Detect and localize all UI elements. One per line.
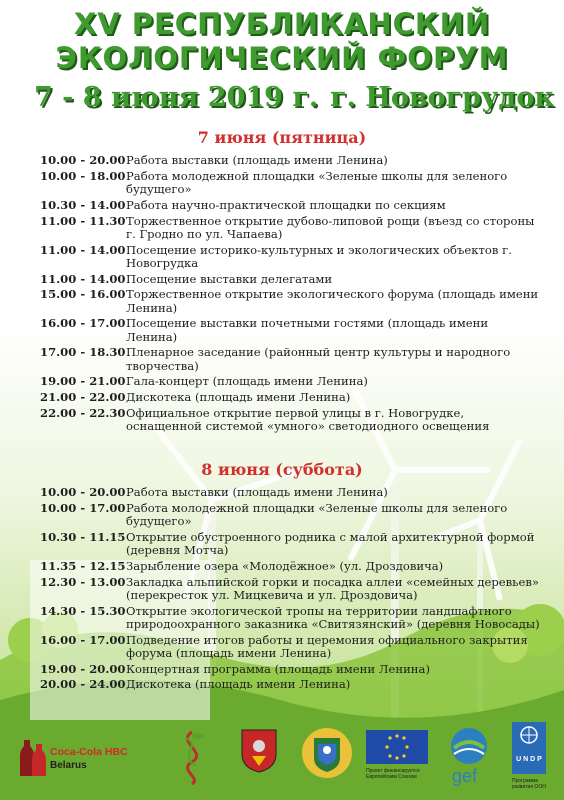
ribbon-logo-icon: [172, 728, 212, 790]
title-line-2: ЭКОЛОГИЧЕСКИЙ ФОРУМ: [55, 41, 509, 75]
schedule-row: [40, 531, 540, 557]
undp-logo: [512, 722, 546, 790]
schedule-time: 14.30 - 15.30: [40, 603, 126, 618]
schedule-row: [40, 391, 540, 404]
day1-schedule: [40, 154, 540, 436]
schedule-event: Посещение выставки почетными гостями (площадь имени Ленина): [126, 316, 489, 344]
schedule-row: [40, 375, 540, 388]
schedule-time: 19.00 - 20.00: [40, 661, 126, 676]
schedule-time: 15.00 - 16.00: [40, 287, 126, 302]
undp-label: U N D P: [516, 756, 542, 763]
schedule-event: Концертная программа (площадь имени Ленина): [126, 661, 430, 676]
schedule-time: 11.00 - 14.00: [40, 242, 126, 257]
regional-emblem-icon: [300, 726, 354, 784]
schedule-row: [40, 560, 540, 573]
event-city: г. Новогрудок: [330, 82, 554, 113]
schedule-event: Открытие экологической тропы на территории ландшафтного природоохранного заказника «Свитязянский» (деревня Новосады): [126, 603, 540, 631]
schedule-event: Работа научно-практической площадки по секциям: [126, 197, 446, 212]
schedule-time: 21.00 - 22.00: [40, 390, 126, 405]
schedule-time: 11.00 - 14.00: [40, 271, 126, 286]
schedule-time: 17.00 - 18.30: [40, 345, 126, 360]
schedule-time: 16.00 - 17.00: [40, 316, 126, 331]
event-dates: 7 - 8 июня 2019 г.: [34, 82, 319, 113]
schedule-event: Работа выставки (площадь имени Ленина): [126, 485, 388, 499]
schedule-row: [40, 317, 540, 343]
schedule-time: 10.00 - 20.00: [40, 485, 126, 499]
schedule-row: [40, 407, 540, 433]
schedule-row: [40, 154, 540, 167]
schedule-event: Работа молодежной площадки «Зеленые школы для зеленого будущего»: [126, 168, 508, 196]
schedule-row: [40, 678, 540, 691]
day2-schedule: [40, 486, 540, 694]
schedule-row: [40, 273, 540, 286]
schedule-time: 10.00 - 18.00: [40, 168, 126, 183]
schedule-row: [40, 215, 540, 241]
day2-heading: 8 июня (суббота): [201, 460, 363, 479]
schedule-time: 16.00 - 17.00: [40, 632, 126, 647]
coca-cola-country: Belarus: [50, 760, 87, 771]
schedule-row: [40, 502, 540, 528]
coat-of-arms-icon: [240, 728, 278, 778]
schedule-event: Закладка альпийской горки и посадка аллеи «семейных деревьев» (перекресток ул. Мицкевича и ул. Дроздовича): [126, 574, 539, 602]
schedule-time: 10.30 - 11.15: [40, 529, 126, 544]
schedule-row: [40, 244, 540, 270]
schedule-row: [40, 663, 540, 676]
schedule-event: Работа выставки (площадь имени Ленина): [126, 153, 388, 167]
gef-label: gef: [452, 766, 478, 786]
schedule-row: [40, 346, 540, 372]
schedule-row: [40, 170, 540, 196]
sponsor-logos: [0, 722, 564, 800]
day1-heading: 7 июня (пятница): [197, 128, 367, 147]
schedule-time: 10.00 - 20.00: [40, 153, 126, 167]
schedule-row: [40, 605, 540, 631]
schedule-time: 11.00 - 11.30: [40, 213, 126, 228]
schedule-event: Дискотека (площадь имени Ленина): [126, 677, 351, 692]
eu-flag-logo: [366, 730, 430, 780]
schedule-time: 10.00 - 17.00: [40, 500, 126, 515]
title-line-1: XV РЕСПУБЛИКАНСКИЙ: [73, 7, 491, 41]
schedule-event: Посещение историко-культурных и экологических объектов г. Новогрудка: [126, 242, 512, 270]
gef-logo: [446, 726, 492, 787]
schedule-row: [40, 486, 540, 499]
schedule-time: 12.30 - 13.00: [40, 574, 126, 589]
schedule-event: Подведение итогов работы и церемония официального закрытия форума (площадь имени Ленина): [126, 632, 528, 660]
schedule-row: [40, 199, 540, 212]
schedule-event: Официальное открытие первой улицы в г. Новогрудке, оснащенной системой «умного» светодиодного освещения: [126, 405, 490, 434]
schedule-time: 19.00 - 21.00: [40, 374, 126, 389]
schedule-event: Пленарное заседание (районный центр культуры и народного творчества): [126, 345, 511, 373]
schedule-time: 11.35 - 12.15: [40, 558, 126, 573]
eu-caption: Проект финансируется Европейским Союзом: [366, 768, 420, 780]
schedule-event: Гала-концерт (площадь имени Ленина): [126, 374, 368, 389]
schedule-time: 20.00 - 24.00: [40, 677, 126, 692]
schedule-time: 10.30 - 14.00: [40, 197, 126, 212]
undp-caption: Программа развития ООН: [512, 778, 546, 790]
schedule-event: Дискотека (площадь имени Ленина): [126, 390, 351, 405]
schedule-row: [40, 576, 540, 602]
schedule-event: Торжественное открытие дубово-липовой рощи (въезд со стороны г. Гродно по ул. Чапаева): [126, 213, 535, 241]
schedule-event: Работа молодежной площадки «Зеленые школы для зеленого будущего»: [126, 500, 508, 528]
schedule-row: [40, 634, 540, 660]
schedule-event: Торжественное открытие экологического форума (площадь имени Ленина): [126, 287, 539, 315]
schedule-time: 22.00 - 22.30: [40, 405, 126, 420]
schedule-event: Зарыбление озера «Молодёжное» (ул. Дроздовича): [126, 558, 444, 573]
schedule-row: [40, 288, 540, 314]
schedule-event: Открытие обустроенного родника с малой архитектурной формой (деревня Мотча): [126, 529, 535, 557]
schedule-event: Посещение выставки делегатами: [126, 271, 333, 286]
coca-cola-name: Coca-Cola HBC: [50, 746, 128, 758]
